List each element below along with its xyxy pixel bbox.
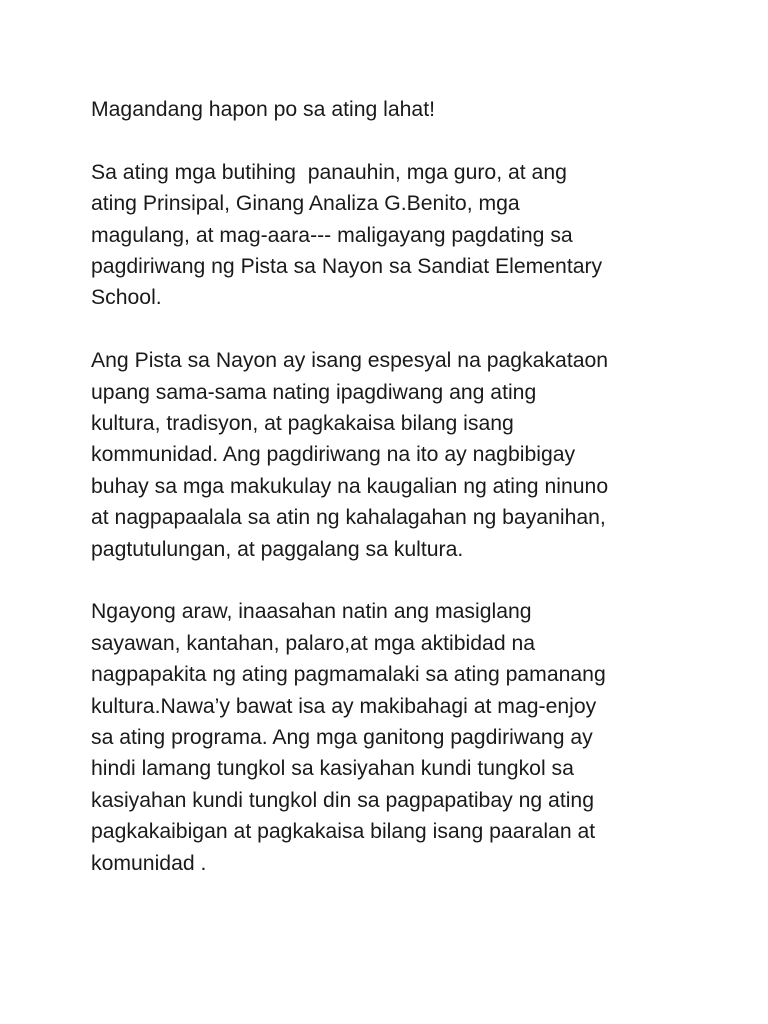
text-line: magulang, at mag-aara--- maligayang pagdating sa — [91, 223, 573, 247]
program-paragraph — [91, 596, 691, 879]
speech-text — [91, 94, 691, 911]
text-line: Ngayong araw, inaasahan natin ang masiglang — [91, 600, 532, 624]
text-line: kultura, tradisyon, at pagkakaisa bilang isang — [91, 412, 514, 436]
text-line: kasiyahan kundi tungkol din sa pagpapatibay ng ating — [91, 788, 594, 812]
text-line: kommunidad. Ang pagdiriwang na ito ay nagbibigay — [91, 443, 576, 467]
text-line: Ang Pista sa Nayon ay isang espesyal na pagkakataon — [91, 349, 609, 373]
text-line: kultura.Nawa’y bawat isa ay makibahagi at mag-enjoy — [91, 694, 597, 718]
text-line: hindi lamang tungkol sa kasiyahan kundi tungkol sa — [91, 757, 574, 781]
text-line: komunidad . — [91, 851, 207, 875]
text-line: sa ating programa. Ang mga ganitong pagdiriwang ay — [91, 726, 593, 750]
text-line: sayawan, kantahan, palaro,at mga aktibidad na — [91, 631, 536, 655]
greeting-paragraph — [91, 94, 691, 125]
text-line: nagpapakita ng ating pagmamalaki sa ating pamanang — [91, 663, 606, 687]
text-line: ating Prinsipal, Ginang Analiza G.Benito, mga — [91, 192, 520, 216]
festival-description-paragraph — [91, 345, 691, 565]
text-line: pagkakaibigan at pagkakaisa bilang isang paaralan at — [91, 820, 596, 844]
text-line: pagdiriwang ng Pista sa Nayon sa Sandiat Elementary — [91, 255, 603, 279]
text-line: buhay sa mga makukulay na kaugalian ng ating ninuno — [91, 474, 609, 498]
welcome-paragraph — [91, 157, 691, 314]
text-line: Sa ating mga butihing panauhin, mga guro, at ang — [91, 160, 567, 184]
greeting-line: Magandang hapon po sa ating lahat! — [91, 98, 435, 121]
text-line: School. — [91, 286, 162, 310]
text-line: at nagpapaalala sa atin ng kahalagahan ng bayanihan, — [91, 506, 606, 530]
text-line: upang sama-sama nating ipagdiwang ang ating — [91, 380, 537, 404]
text-line: pagtutulungan, at paggalang sa kultura. — [91, 537, 464, 561]
